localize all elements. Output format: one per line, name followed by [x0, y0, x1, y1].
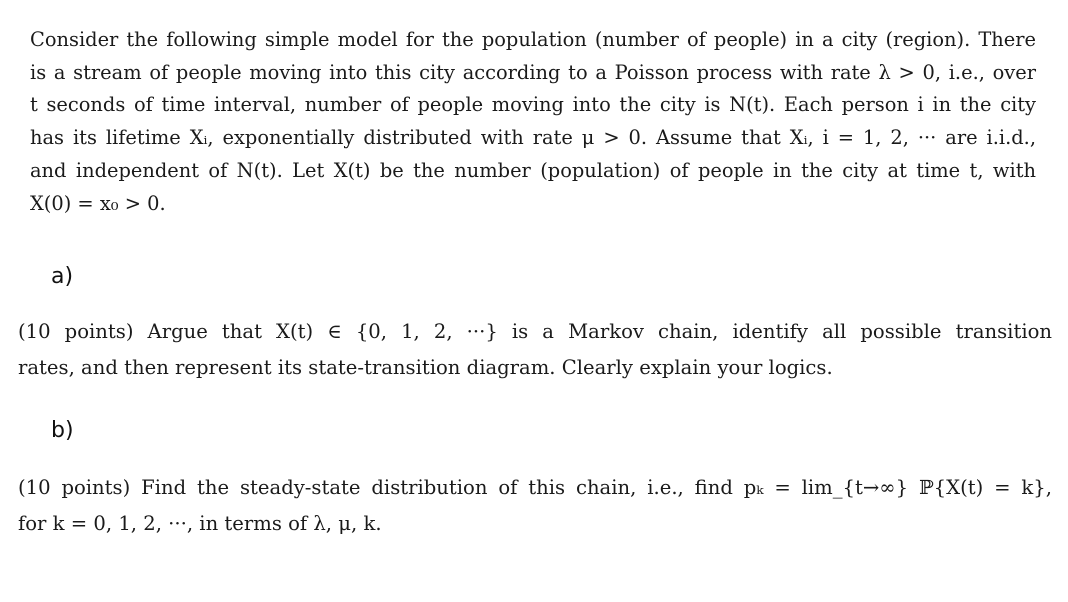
problem-statement-line: t seconds of time interval, number of people moving into the city is N(t). Each person i in the city	[30, 93, 1036, 117]
problem-statement-line: and independent of N(t). Let X(t) be the number (population) of people in the city at time t, with	[30, 158, 1036, 182]
part-b-label: b)	[51, 418, 74, 443]
problem-statement-line: X(0) = x₀ > 0.	[30, 191, 166, 215]
problem-statement	[30, 24, 1036, 220]
part-b-question-line: (10 points) Find the steady-state distribution of this chain, i.e., find pₖ = lim_{t→∞} ℙ{X(t) = k},	[18, 476, 1052, 499]
problem-statement-line: Consider the following simple model for the population (number of people) in a city (region). There	[30, 28, 1036, 51]
problem-statement-line: is a stream of people moving into this city according to a Poisson process with rate λ > 0, i.e., over	[30, 60, 1036, 84]
part-a-label: a)	[51, 264, 74, 289]
part-b-question	[18, 470, 1052, 542]
part-a-question-line: rates, and then represent its state-transition diagram. Clearly explain your logics.	[18, 356, 833, 379]
problem-statement-line: has its lifetime Xᵢ, exponentially distributed with rate μ > 0. Assume that Xᵢ, i = 1, 2, ··· are i.i.d.,	[30, 126, 1036, 150]
part-a-question	[18, 314, 1052, 386]
part-b-question-line: for k = 0, 1, 2, ···, in terms of λ, μ, k.	[18, 512, 382, 535]
part-a-question-line: (10 points) Argue that X(t) ∈ {0, 1, 2, ···} is a Markov chain, identify all possible transition	[18, 320, 1052, 343]
